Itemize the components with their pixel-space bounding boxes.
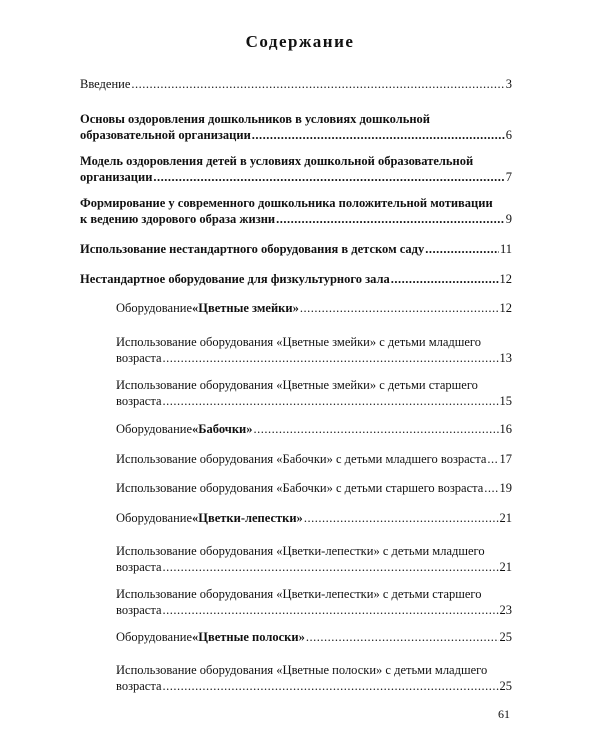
toc-page-number: 12	[499, 301, 512, 315]
toc-entry[interactable]	[80, 271, 512, 287]
toc-entry[interactable]	[80, 195, 512, 227]
dot-leader	[300, 300, 499, 316]
dot-leader	[163, 393, 499, 409]
toc-entry-title-line2: возраста	[116, 603, 162, 617]
toc-entry-title: Использование оборудования «Бабочки» с детьми младшего возраста	[116, 452, 487, 466]
page-title: Содержание	[245, 32, 355, 51]
toc-entry-title-line1: Использование оборудования «Цветки-лепестки» с детьми старшего	[116, 587, 482, 601]
toc-entry[interactable]	[116, 510, 512, 526]
dot-leader	[306, 629, 499, 645]
toc-page-number: 16	[499, 422, 512, 436]
dot-leader	[391, 271, 499, 287]
toc-entry[interactable]	[116, 662, 512, 694]
toc-page-number: 25	[499, 679, 512, 693]
toc-entry-title-line2: образовательной организации	[80, 128, 251, 142]
toc-entry-title: Нестандартное оборудование для физкультурного зала	[80, 272, 390, 286]
toc-entry-prefix: Оборудование	[116, 301, 193, 315]
toc-page-number: 11	[499, 242, 512, 256]
toc-page-number: 25	[499, 630, 512, 644]
toc-entry[interactable]	[80, 153, 512, 185]
toc-entry-bold-title: «Цветные полоски»	[192, 630, 305, 644]
toc-entry-title-line1: Использование оборудования «Цветные змейки» с детьми младшего	[116, 335, 481, 349]
dot-leader	[163, 350, 499, 366]
toc-entry-title-line2: возраста	[116, 351, 162, 365]
toc-entry-prefix: Оборудование	[116, 630, 193, 644]
toc-entry-title-line1: Использование оборудования «Цветные полоски» с детьми младшего	[116, 663, 488, 677]
toc-entry-prefix: Оборудование	[116, 422, 193, 436]
dot-leader	[252, 127, 505, 143]
toc-entry-title: Использование нестандартного оборудования в детском саду	[80, 242, 425, 256]
page-number: 61	[498, 707, 510, 721]
dot-leader	[163, 678, 499, 694]
toc-entry-title-line1: Основы оздоровления дошкольников в условиях дошкольной	[80, 112, 430, 126]
toc-entry-title-line1: Использование оборудования «Цветные змейки» с детьми старшего	[116, 378, 478, 392]
toc-entry-bold-title: «Цветные змейки»	[192, 301, 299, 315]
toc-entry[interactable]	[80, 76, 512, 92]
toc-entry-title: Использование оборудования «Бабочки» с детьми старшего возраста	[116, 481, 484, 495]
toc-entry-title: Введение	[80, 77, 131, 91]
toc-entry-prefix: Оборудование	[116, 511, 193, 525]
toc-entry[interactable]	[116, 421, 512, 437]
dot-leader	[304, 510, 499, 526]
toc-page-number: 12	[499, 272, 512, 286]
toc-entry-title-line2: организации	[80, 170, 153, 184]
toc-page-number: 17	[499, 452, 512, 466]
toc-entry-title-line1: Модель оздоровления детей в условиях дошкольной образовательной	[80, 154, 474, 168]
toc-page-number: 21	[499, 511, 512, 525]
dot-leader	[425, 241, 499, 257]
toc-page-number: 6	[505, 128, 512, 142]
toc-entry-title-line2: возраста	[116, 394, 162, 408]
toc-entry-bold-title: «Бабочки»	[192, 422, 253, 436]
toc-page-number: 9	[505, 212, 512, 226]
toc-entry-title-line2: возраста	[116, 679, 162, 693]
toc-entry[interactable]	[116, 629, 512, 645]
toc-page-number: 23	[499, 603, 512, 617]
toc-page-number: 7	[505, 170, 512, 184]
toc-page-number: 3	[505, 77, 512, 91]
toc-entry[interactable]	[116, 334, 512, 366]
dot-leader	[276, 211, 505, 227]
dot-leader	[163, 559, 499, 575]
toc-entry[interactable]	[116, 480, 512, 496]
toc-entry[interactable]	[116, 377, 512, 409]
dot-leader	[131, 76, 504, 92]
dot-leader	[163, 602, 499, 618]
toc-entry[interactable]	[80, 241, 512, 257]
toc-entry[interactable]	[116, 300, 512, 316]
dot-leader	[153, 169, 504, 185]
toc-entry-title-line1: Использование оборудования «Цветки-лепестки» с детьми младшего	[116, 544, 485, 558]
toc-entry-bold-title: «Цветки-лепестки»	[192, 511, 303, 525]
toc-page-number: 21	[499, 560, 512, 574]
toc-page-number: 19	[499, 481, 512, 495]
toc-entry-title-line1: Формирование у современного дошкольника положительной мотивации	[80, 196, 493, 210]
toc-entry[interactable]	[80, 111, 512, 143]
dot-leader	[254, 421, 499, 437]
toc-entry[interactable]	[116, 451, 512, 467]
dot-leader	[487, 451, 498, 467]
toc-entry[interactable]	[116, 543, 512, 575]
toc-entry-title-line2: возраста	[116, 560, 162, 574]
toc-entry-title-line2: к ведению здорового образа жизни	[80, 212, 276, 226]
dot-leader	[484, 480, 498, 496]
toc-page-number: 15	[499, 394, 512, 408]
toc-entry[interactable]	[116, 586, 512, 618]
toc-page-number: 13	[499, 351, 512, 365]
